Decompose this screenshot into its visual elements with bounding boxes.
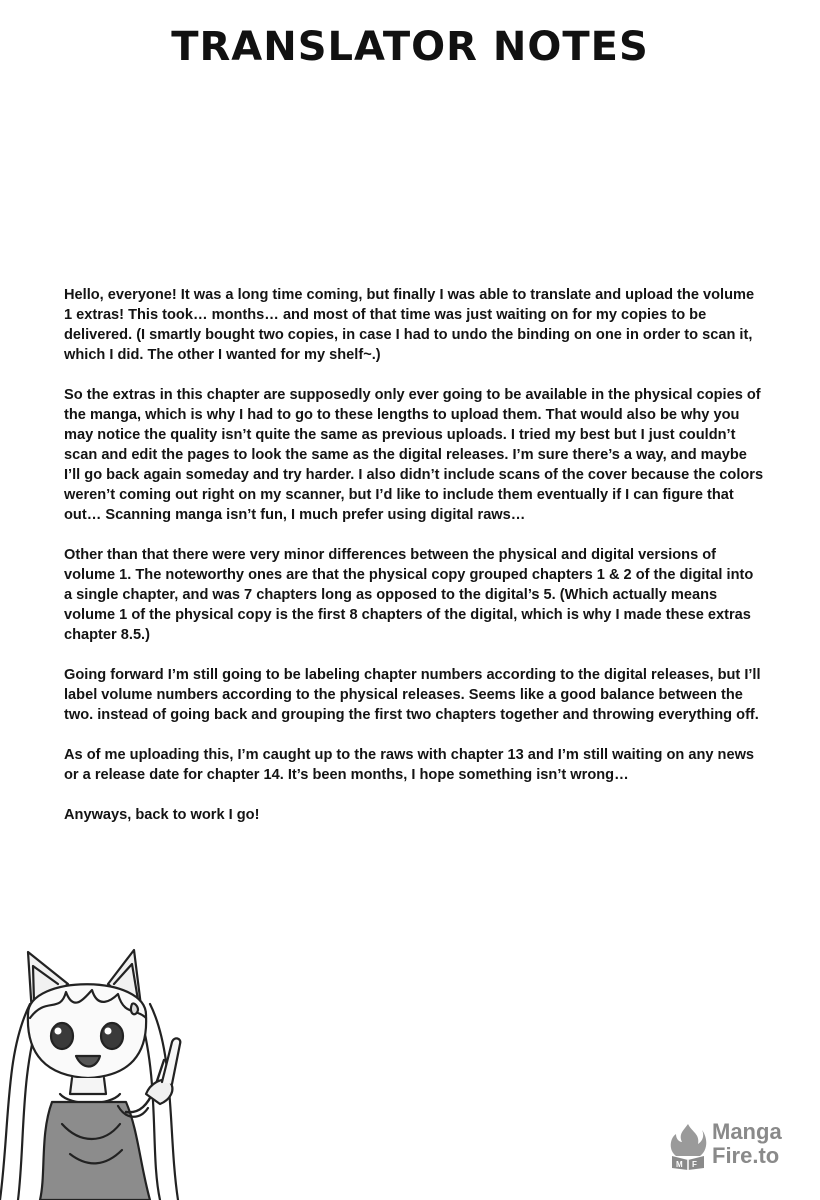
notes-paragraph: Other than that there were very minor differences between the physical and digital versions of volume 1. The noteworthy ones are that the physical copy grouped chapters 1 & 2 of the digital into a single chapter, and was 7 chapters long as opposed to the digital’s 5. (Which actually means volume 1 of the physical copy is the first 8 chapters of the digital, which is why I made these extras chapter 8.5.) <box>64 547 754 643</box>
flame-book-logo-icon <box>668 1122 708 1170</box>
watermark-text <box>712 1120 782 1168</box>
svg-text:F: F <box>692 1160 697 1169</box>
notes-paragraph: Going forward I’m still going to be labeling chapter numbers according to the digital releases, but I’ll label volume numbers according to the physical releases. Seems like a good balance between the two. instead of going back and grouping the first two chapters together and throwing everything off. <box>64 667 761 723</box>
watermark-line-2: Fire.to <box>712 1143 780 1168</box>
fox-girl-mascot-icon <box>0 944 240 1200</box>
svg-text:M: M <box>676 1160 683 1169</box>
notes-paragraph: So the extras in this chapter are supposedly only ever going to be available in the physical copies of the manga, which is why I had to go to these lengths to upload them. That would also be why you may notice the quality isn’t quite the same as previous uploads. I tried my best but I just couldn’t scan and edit the pages to look the same as the digital releases. I’m sure there’s a way, and maybe I’ll go back again someday and try harder. I also didn’t include scans of the cover because the colors weren’t coming out right on my scanner, but I’d like to include them eventually if I can figure that out… Scanning manga isn’t fun, I much prefer using digital raws… <box>64 387 764 523</box>
notes-paragraph: Anyways, back to work I go! <box>64 807 260 823</box>
page-title: TRANSLATOR NOTES <box>171 24 649 70</box>
watermark-line-1: Manga <box>712 1119 782 1144</box>
notes-paragraph: Hello, everyone! It was a long time coming, but finally I was able to translate and upload the volume 1 extras! This took… months… and most of that time was just waiting on for my copies to be delivered. (I smartly bought two copies, in case I had to undo the binding on one in order to scan it, which I did. The other I wanted for my shelf~.) <box>64 287 755 363</box>
translator-notes-body <box>64 285 764 845</box>
mangafire-watermark <box>668 1116 798 1172</box>
notes-paragraph: As of me uploading this, I’m caught up to the raws with chapter 13 and I’m still waiting on any news or a release date for chapter 14. It’s been months, I hope something isn’t wrong… <box>64 747 755 783</box>
